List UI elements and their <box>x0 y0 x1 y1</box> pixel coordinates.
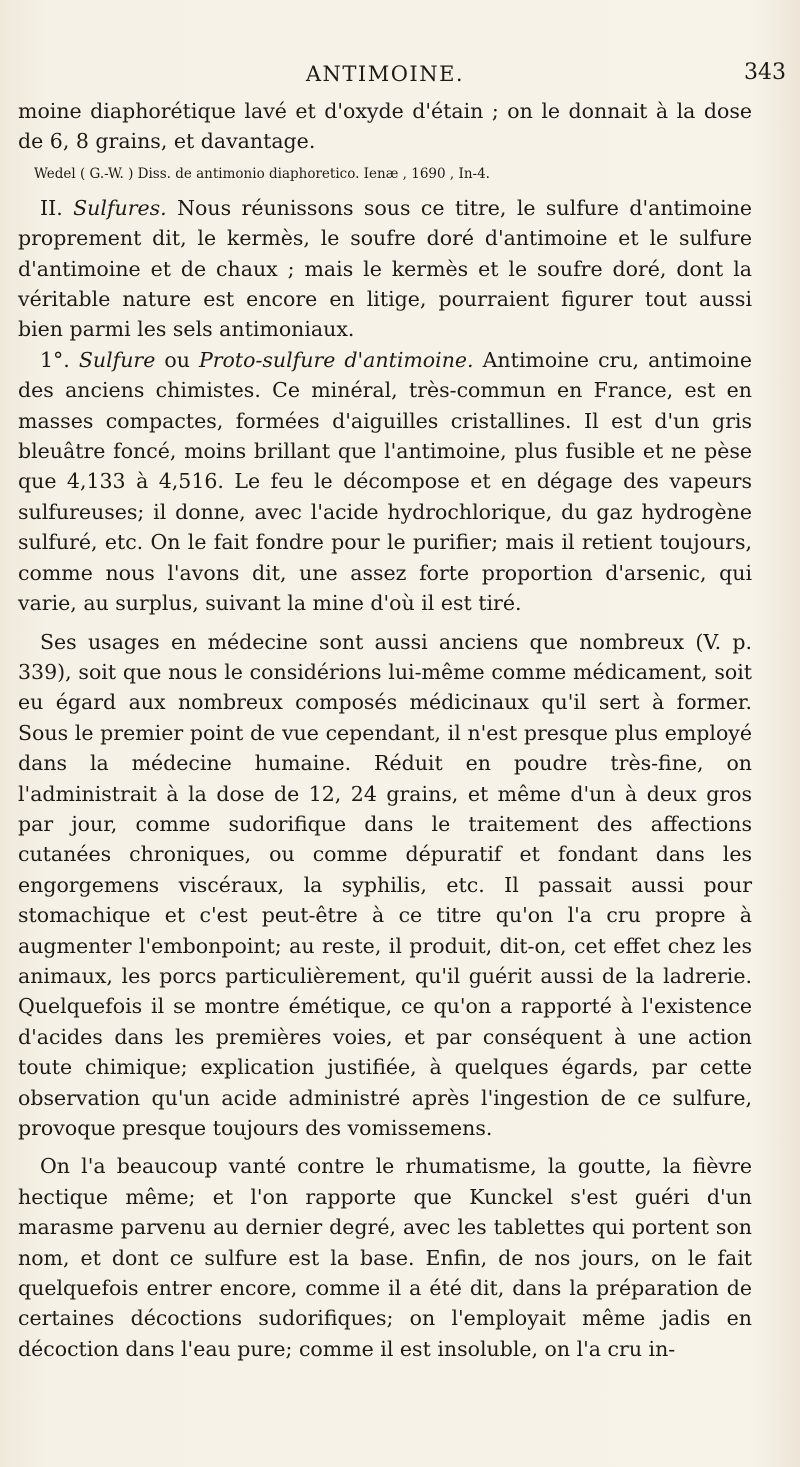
bibliographic-citation: Wedel ( G.-W. ) Diss. de antimonio diaphoretico. Ienæ , 1690 , In-4. <box>34 165 490 182</box>
running-head: ANTIMOINE. <box>305 62 465 86</box>
paragraph-text: Antimoine cru, antimoine des anciens chimistes. Ce minéral, très-commun en France, est en masses compactes, formées d'aiguilles cristallines. Il est d'un gris bleuâtre foncé, moins brillant que l'antimoine, plus fusible et ne pèse que 4,133 à 4,516. Le feu le décompose et en dégage des vapeurs sulfureuses; il donne, avec l'acide hydrochlorique, du gaz hydrogène sulfuré, etc. On le fait fondre pour le purifier; mais il retient toujours, comme nous l'avons dit, une assez forte proportion d'arsenic, qui varie, au surplus, suivant la mine d'où il est tiré. <box>18 347 752 616</box>
section-title: Sulfures. <box>73 195 167 220</box>
paragraph-sulfures <box>18 193 752 345</box>
section-number: II. <box>40 195 63 220</box>
page-header <box>18 58 786 92</box>
paragraph-usages: Ses usages en médecine sont aussi anciens que nombreux (V. p. 339), soit que nous le considérions lui-même comme médicament, soit eu égard aux nombreux composés médicinaux qu'il sert à former. Sous le premier point de vue cependant, il n'est presque plus employé dans la médecine humaine. Réduit en poudre très-fine, on l'administrait à la dose de 12, 24 grains, et même d'un à deux gros par jour, comme sudorifique dans le traitement des affections cutanées chroniques, ou comme dépuratif et fondant dans les engorgemens viscéraux, la syphilis, etc. Il passait aussi pour stomachique et c'est peut-être à ce titre qu'on l'a cru propre à augmenter l'embonpoint; au reste, il produit, dit-on, cet effet chez les animaux, les porcs particulièrement, qu'il guérit aussi de la ladrerie. Quelquefois il se montre émétique, ce qu'on a rapporté à l'existence d'acides dans les premières voies, et par conséquent à une action toute chimique; explication justifiée, à quelques égards, par cette observation qu'un acide administré après l'ingestion de ce sulfure, provoque presque toujours des vomissemens. <box>18 629 752 1140</box>
subsection-title-a: Sulfure <box>78 347 156 372</box>
paragraph-rhumatisme: On l'a beaucoup vanté contre le rhumatisme, la goutte, la fièvre hectique même; et l'on rapporte que Kunckel s'est guéri d'un marasme parvenu au dernier degré, avec les tablettes qui portent son nom, et dont ce sulfure est la base. Enfin, de nos jours, on le fait quelquefois entrer encore, comme il a été dit, dans la préparation de certaines décoctions sudorifiques; on l'employait même jadis en décoction dans l'eau pure; comme il est insoluble, on l'a cru in- <box>18 1154 752 1361</box>
title-conjunction: ou <box>155 347 199 372</box>
paragraph-continuation: moine diaphorétique lavé et d'oxyde d'étain ; on le donnait à la dose de 6, 8 grains, et davantage. <box>18 99 752 154</box>
subsection-number: 1°. <box>40 347 70 372</box>
paragraph-sulfure-antimoine <box>18 345 752 619</box>
subsection-title-b: Proto-sulfure d'antimoine. <box>198 347 474 372</box>
paragraph-text: Nous réunissons sous ce titre, le sulfure d'antimoine proprement dit, le kermès, le soufre doré d'antimoine et le sulfure d'antimoine et de chaux ; mais le kermès et le soufre doré, dont la véritable nature est encore en litige, pourraient figurer tout aussi bien parmi les sels antimoniaux. <box>18 195 752 342</box>
page-number: 343 <box>744 60 786 85</box>
